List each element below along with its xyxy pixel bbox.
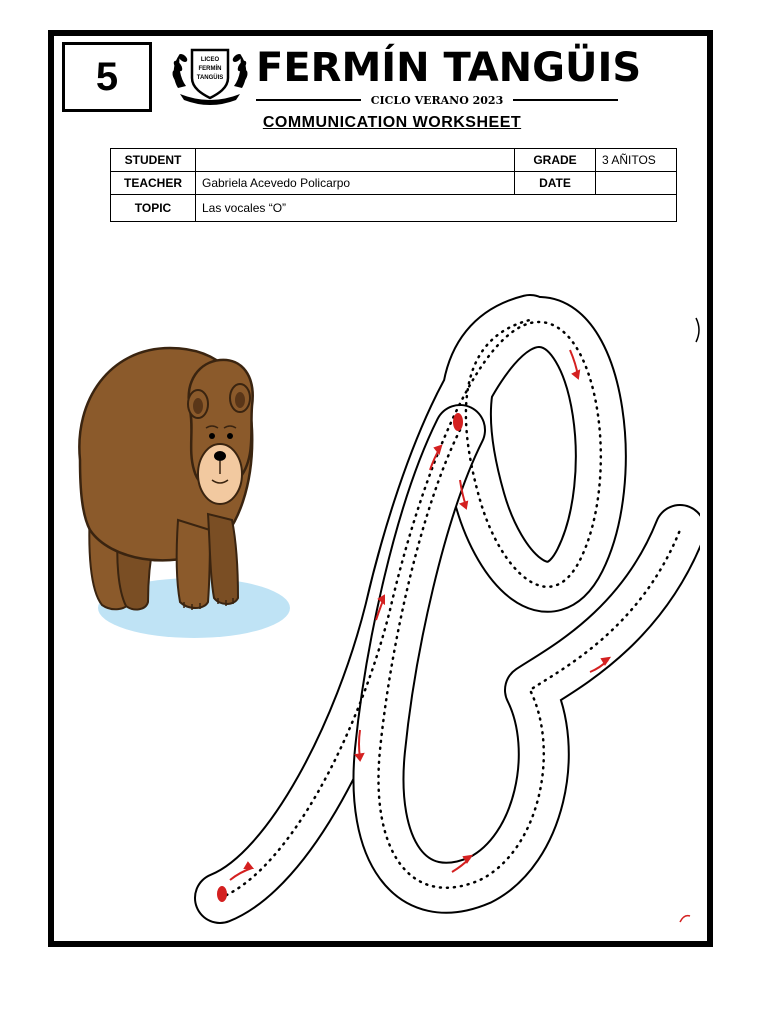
date-label: DATE — [515, 172, 596, 195]
letter-o-tracing — [217, 318, 699, 922]
worksheet-number: 5 — [62, 42, 152, 112]
teacher-label: TEACHER — [111, 172, 196, 195]
worksheet-title: COMMUNICATION WORKSHEET — [262, 114, 522, 131]
grade-label: GRADE — [515, 149, 596, 172]
crest-text-1: LICEO — [200, 57, 220, 63]
topic-label: TOPIC — [111, 195, 196, 222]
cycle-banner — [256, 92, 618, 108]
topic-value: Las vocales “O” — [196, 195, 677, 222]
cycle-line-right — [513, 99, 618, 101]
date-value[interactable] — [596, 172, 677, 195]
worksheet-illustration — [60, 230, 700, 930]
start-dot-bottom — [217, 886, 227, 902]
student-label: STUDENT — [111, 149, 196, 172]
info-row-student — [111, 149, 677, 172]
info-row-teacher — [111, 172, 677, 195]
grade-value: 3 AÑITOS — [596, 149, 677, 172]
start-dot-top — [453, 413, 463, 431]
crest-text-2: FERMÍN — [198, 66, 222, 72]
cycle-text: CICLO VERANO 2023 — [370, 93, 504, 107]
bear-illustration — [79, 348, 290, 638]
student-value[interactable] — [196, 149, 515, 172]
info-table — [110, 148, 677, 222]
crest-text-3: TANGÜIS — [196, 75, 224, 81]
school-crest-icon — [170, 44, 250, 106]
school-name: FERMÍN TANGÜIS — [256, 45, 642, 91]
info-row-topic — [111, 195, 677, 222]
teacher-value: Gabriela Acevedo Policarpo — [196, 172, 515, 195]
cycle-line-left — [256, 99, 361, 101]
